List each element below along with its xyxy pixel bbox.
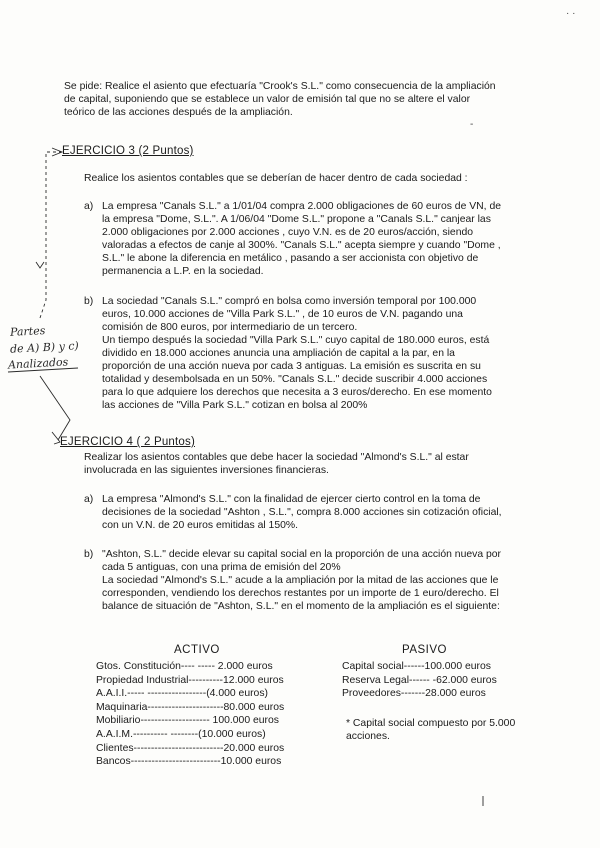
- dashed-arrow: [40, 152, 62, 318]
- exercise-3-title: EJERCICIO 3 (2 Puntos): [62, 145, 194, 157]
- activo-line: Maquinaria----------------------80.000 euros: [96, 701, 285, 713]
- item-marker: a): [84, 201, 94, 212]
- handwritten-note-line-3: Analizados: [7, 355, 69, 372]
- capital-note: * Capital social compuesto por 5.000 acciones.: [346, 718, 516, 742]
- handwritten-note-line-2: de A) B) y c): [9, 339, 80, 356]
- activo-line: Mobiliario-------------------- 100.000 euros: [96, 715, 279, 727]
- pasivo-line: Capital social------100.000 euros: [342, 661, 491, 672]
- handwritten-underline: [8, 368, 78, 372]
- exercise-4-title: EJERCICIO 4 ( 2 Puntos): [60, 436, 195, 448]
- stray-mark: -: [470, 119, 474, 130]
- handwritten-note-line-1: Partes: [9, 324, 46, 339]
- pasivo-heading: PASIVO: [402, 644, 447, 656]
- activo-line: A.A.I.I.----- -----------------(4.000 euros): [96, 688, 268, 700]
- arrow-head-icon: [36, 262, 44, 268]
- intro-paragraph: Se pide: Realice el asiento que efectuaría "Crook's S.L." como consecuencia de la ampliación de capital, suponiendo que se establece un valor de emisión tal que no se altere el valor teórico de las acciones después de la ampliación.: [64, 81, 496, 118]
- exercise-3-statement: Realice los asientos contables que se deberían de hacer dentro de cada sociedad :: [84, 173, 468, 184]
- activo-line: Bancos--------------------------10.000 euros: [96, 756, 282, 768]
- pasivo-line: Proveedores-------28.000 euros: [342, 688, 486, 700]
- activo-line: Gtos. Constitución---- ----- 2.000 euros: [96, 661, 273, 672]
- activo-line: Clientes--------------------------20.000 euros: [96, 742, 285, 754]
- item-marker: a): [84, 494, 94, 505]
- item-text: La empresa "Almond's S.L." con la finalidad de ejercer cierto control en la toma de decisiones de la sociedad "Ashton , S.L.", compra 8.000 acciones sin cotización oficial, con un V.N. de 20 euros emitidas al 150%.: [102, 494, 502, 531]
- activo-line: A.A.I.M.---------- --------(10.000 euros): [96, 728, 266, 740]
- exercise-4-statement: Realizar los asientos contables que debe hacer la sociedad "Almond's S.L." al estar involucrada en las siguientes inversiones financieras.: [84, 452, 469, 476]
- activo-heading: ACTIVO: [174, 644, 220, 656]
- item-text: "Ashton, S.L." decide elevar su capital social en la proporción de una acción nueva por cada 5 antiguas, con una prima de emisión del 20% La sociedad "Almond's S.L." acude a la ampliación por la mitad de las acciones que le corresponden, vendiendo los derechos restantes por un importe de 1 euro/derecho. El balance de situación de "Ashton, S.L." en el momento de la ampliación es el siguiente:: [102, 549, 502, 612]
- activo-line: Propiedad Industrial----------12.000 euros: [96, 674, 284, 686]
- corner-marks: · ·: [566, 8, 576, 19]
- pasivo-line: Reserva Legal------ -62.000 euros: [342, 674, 497, 686]
- item-marker: b): [84, 296, 94, 307]
- item-text: La sociedad "Canals S.L." compró en bolsa como inversión temporal por 100.000 euros, 10.000 acciones de "Villa Park S.L." , de 10 euros de V.N. pagando una comisión de 800 euros, por intermediario de un tercero. Un tiempo después la sociedad "Villa Park S.L." cuyo capital de 180.000 euros, está dividido en 18.000 acciones anuncia una ampliación de capital a la par, en la proporción de una acción nueva por cada 3 antiguas. La emisión es suscrita en su totalidad y desembolsada en un 50%. "Canals S.L." decide suscribir 4.000 acciones para lo que adquiere los derechos que necesita a 3 euros/derecho. En ese momento las acciones de "Villa Park S.L." cotizan en bolsa al 200%: [102, 296, 492, 411]
- item-text: La empresa "Canals S.L." a 1/01/04 compra 2.000 obligaciones de 60 euros de VN, de la empresa "Dome, S.L.". A 1/06/04 "Dome S.L." propone a "Canals S.L." canjear las 2.000 obligaciones por 2.000 acciones , cuyo V.N. es de 20 euros/acción, siendo valoradas a efectos de canje al 300%. "Canals S.L." acepta siempre y cuando "Dome , S.L." le abone la diferencia en metálico , pasando a ser accionista con objetivo de permanencia a L.P. en la sociedad.: [102, 201, 502, 277]
- solid-arrow: [40, 376, 70, 440]
- item-marker: b): [84, 549, 94, 560]
